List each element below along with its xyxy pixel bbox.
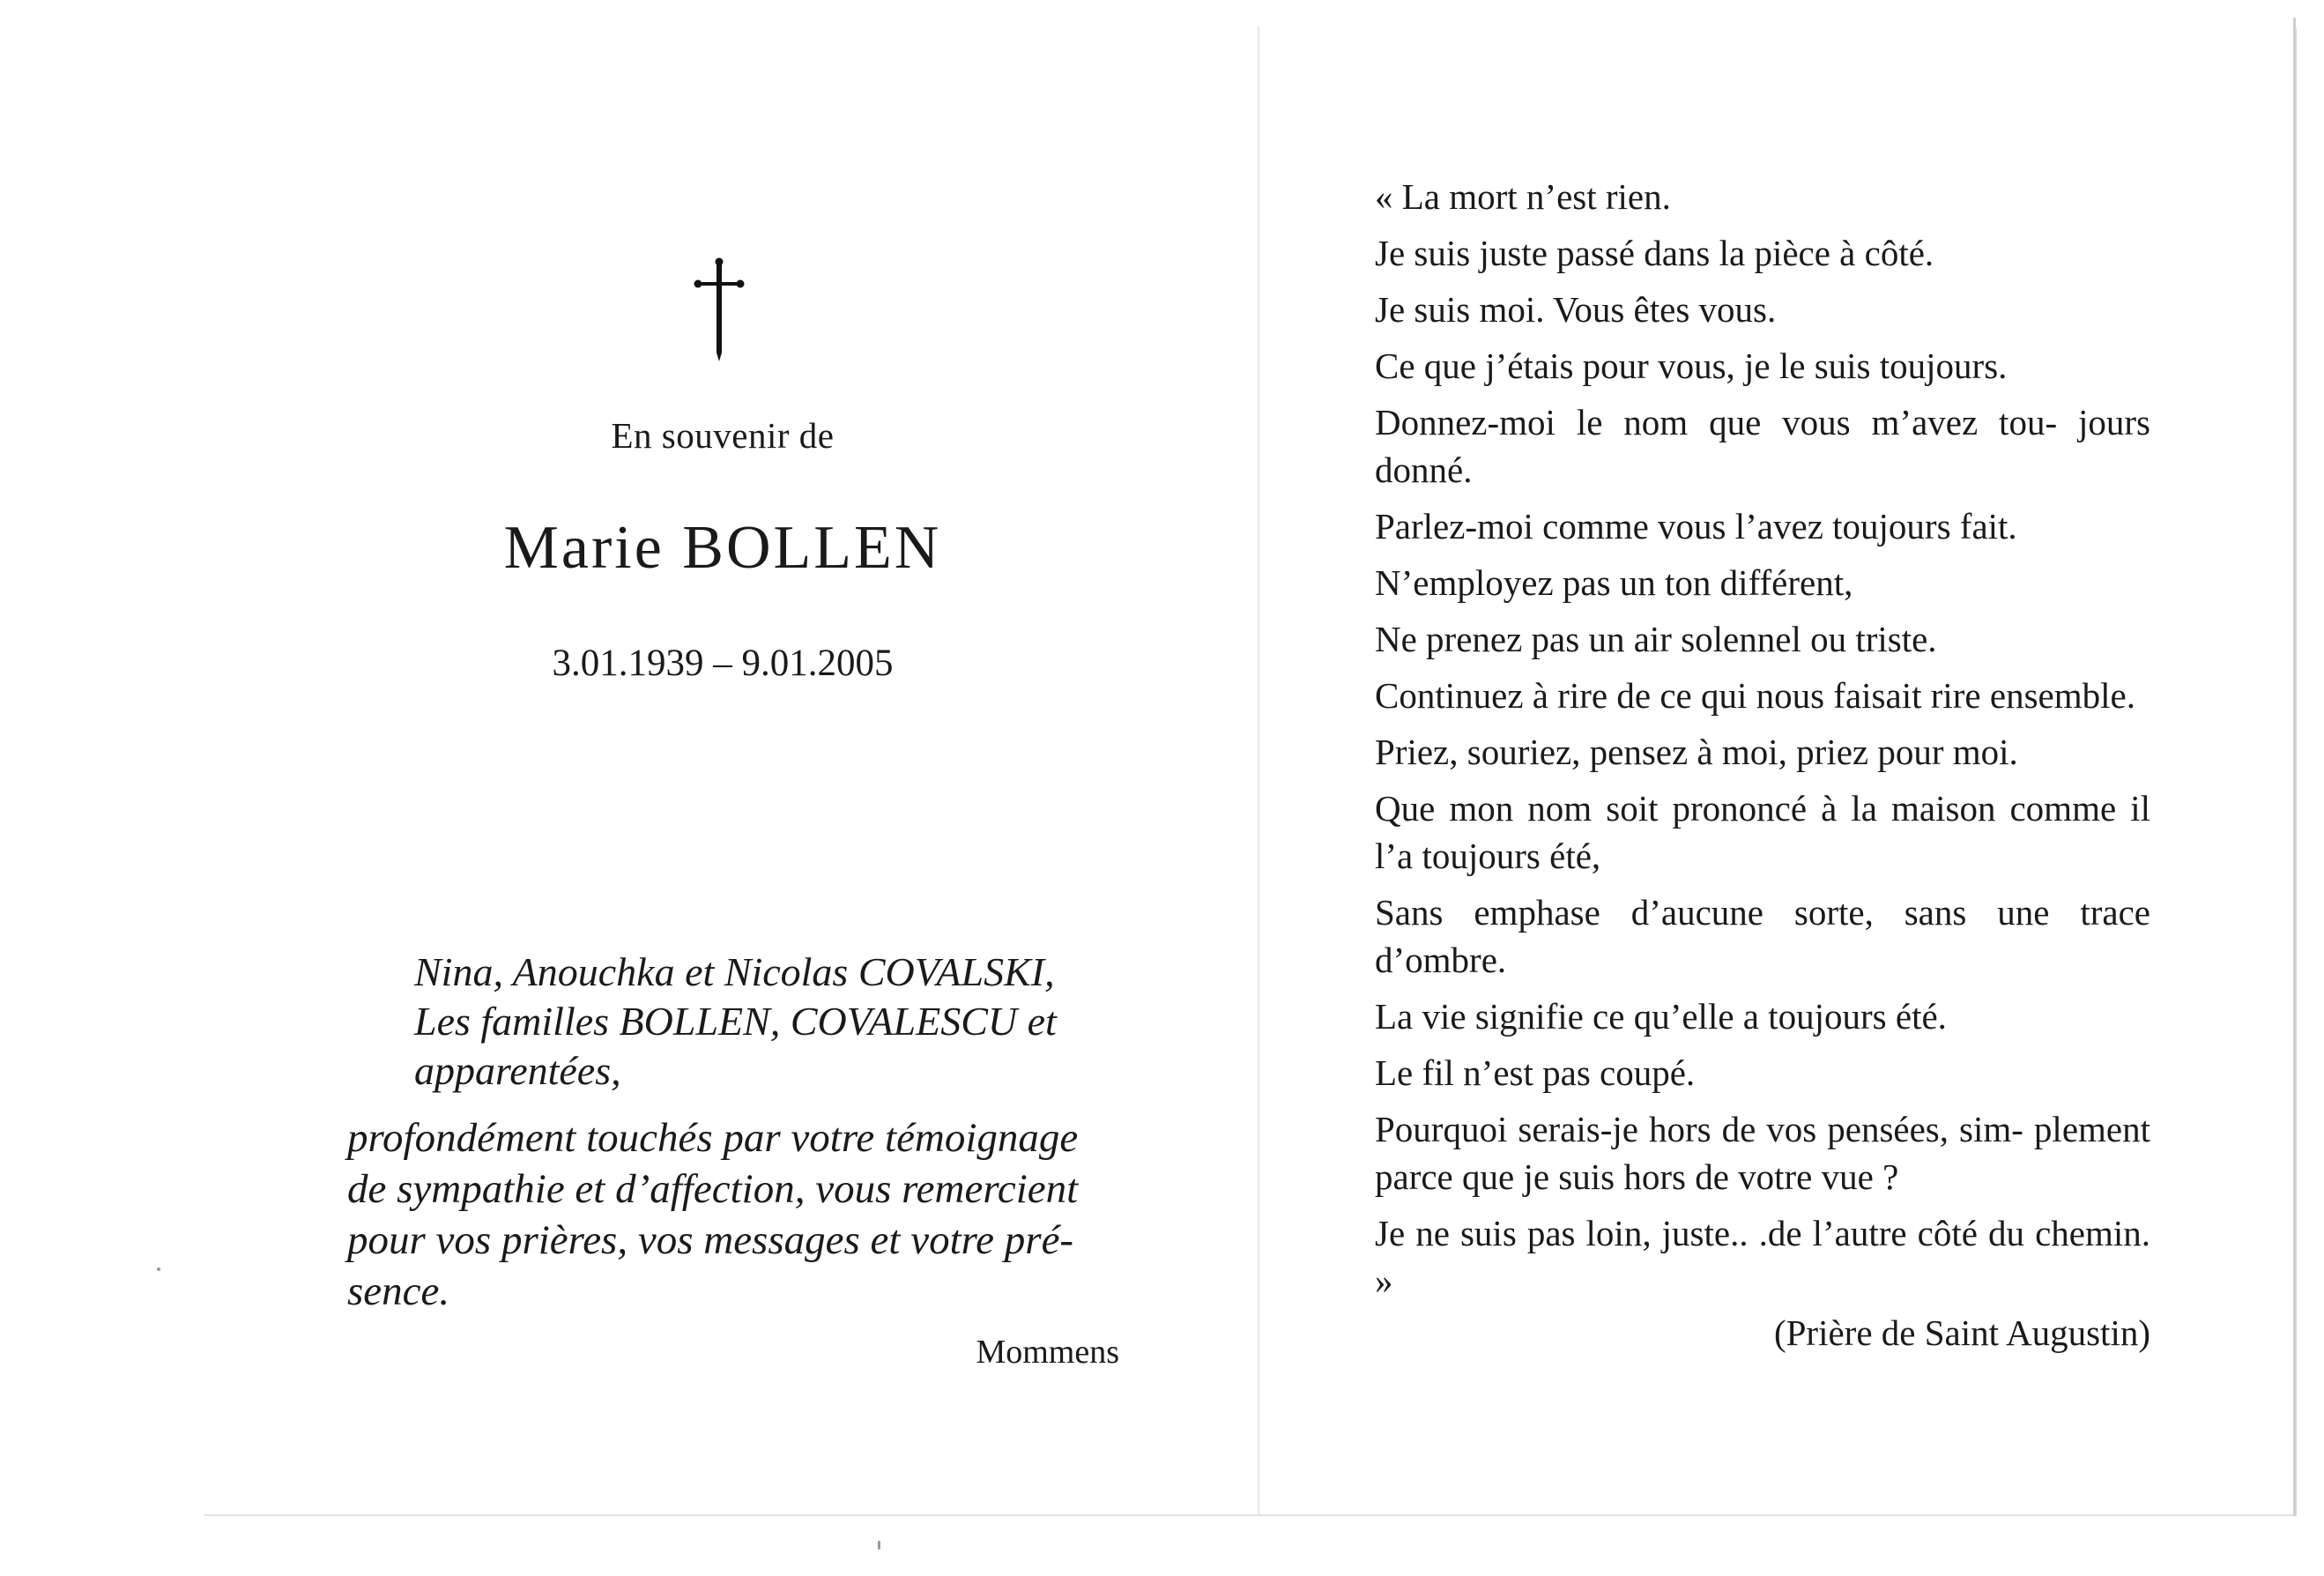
poem-line: Priez, souriez, pensez à moi, priez pour moi. [1375, 732, 2018, 772]
place-name: Mommens [976, 1334, 1119, 1371]
poem [1375, 173, 2150, 1313]
poem-line: Pourquoi serais-je hors de vos pensées, sim- plement parce que je suis hors de votre vue ? [1375, 1109, 2150, 1197]
poem-line: Ce que j’étais pour vous, je le suis toujours. [1375, 346, 2008, 386]
poem-line: Le fil n’est pas coupé. [1375, 1052, 1696, 1093]
poem-line: Ne prenez pas un air solennel ou triste. [1375, 619, 1937, 659]
family-line: Nina, Anouchka et Nicolas COVALSKI, [414, 949, 1055, 994]
paper-speck [157, 1267, 160, 1271]
life-dates: 3.01.1939 – 9.01.2005 [552, 643, 894, 684]
poem-line: N’employez pas un ton différent, [1375, 562, 1853, 603]
poem-line: Parlez-moi comme vous l’avez toujours fait. [1375, 506, 2017, 546]
poem-line: Sans emphase d’aucune sorte, sans une trace d’ombre. [1375, 892, 2150, 980]
family-line: apparentées, [414, 1048, 621, 1093]
family-names [414, 948, 1119, 1096]
poem-line: Je ne suis pas loin, juste.. .de l’autre côté du chemin. » [1375, 1213, 2150, 1301]
poem-attribution: (Prière de Saint Augustin) [1773, 1312, 2150, 1353]
poem-line: Je suis moi. Vous êtes vous. [1375, 289, 1777, 330]
poem-line: Je suis juste passé dans la pièce à côté. [1375, 233, 1934, 273]
thanks-line: de sympathie et d’affection, vous remercient [347, 1166, 1079, 1212]
thanks-line: sence. [347, 1268, 450, 1314]
poem-line: « La mort n’est rien. [1375, 176, 1671, 217]
thanks-line: profondément touchés par votre témoignage [347, 1115, 1079, 1161]
card-fold-line [1258, 26, 1259, 1516]
paper-speck [878, 1541, 880, 1550]
cross-icon [693, 257, 746, 363]
poem-line: La vie signifie ce qu’elle a toujours été. [1375, 996, 1947, 1037]
deceased-name: Marie BOLLEN [503, 514, 942, 582]
thanks-message [347, 1112, 1114, 1317]
poem-line: Que mon nom soit prononcé à la maison comme il l’a toujours été, [1375, 788, 2150, 876]
intro-text: En souvenir de [611, 415, 835, 456]
thanks-line: pour vos prières, vos messages et votre pré- [347, 1217, 1074, 1263]
poem-line: Donnez-moi le nom que vous m’avez tou- jours donné. [1375, 402, 2150, 490]
family-line: Les familles BOLLEN, COVALESCU et [414, 999, 1057, 1044]
poem-line: Continuez à rire de ce qui nous faisait rire ensemble. [1375, 675, 2135, 716]
card-right-edge [2293, 18, 2296, 1516]
